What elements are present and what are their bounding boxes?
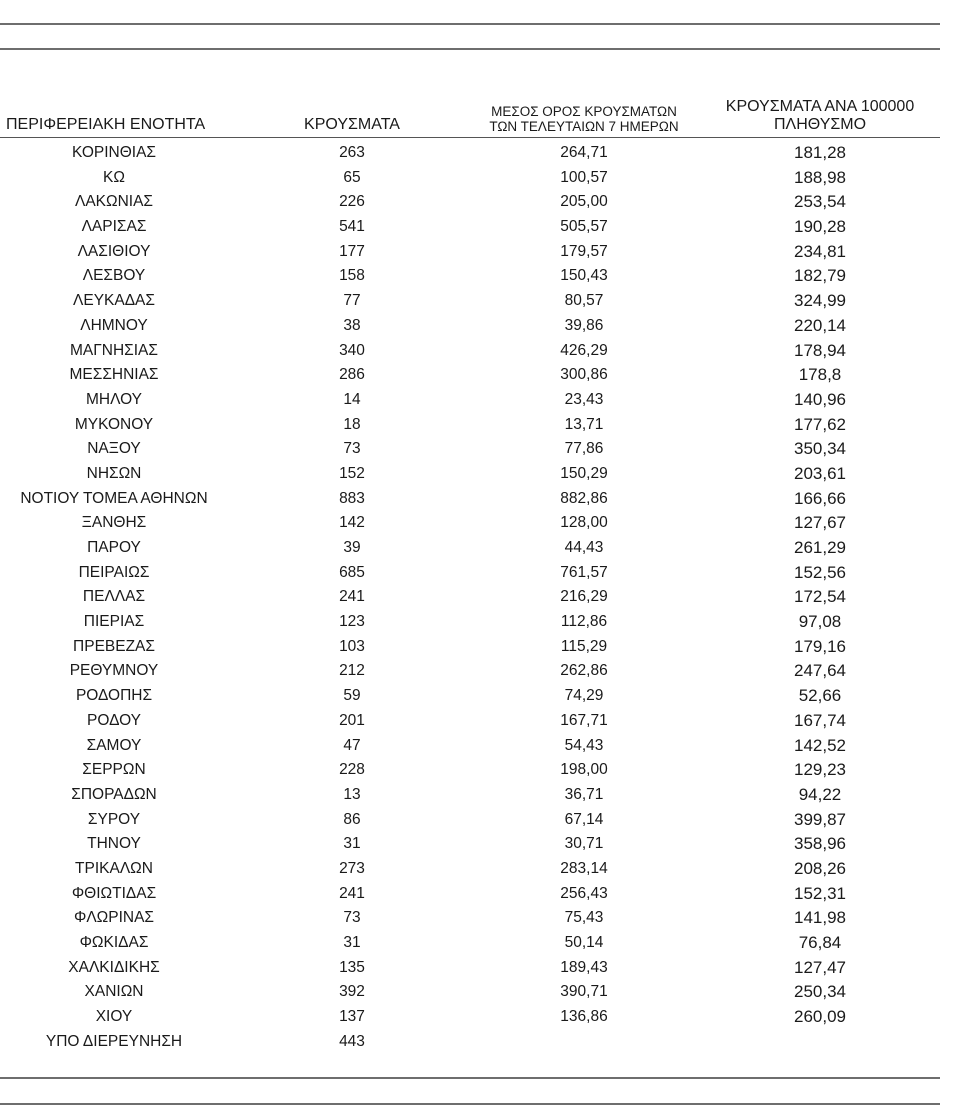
cell-region: ΤΡΙΚΑΛΩΝ bbox=[75, 859, 153, 877]
cell-rate: 324,99 bbox=[794, 291, 846, 311]
cell-cases: 14 bbox=[343, 390, 361, 408]
cell-avg: 112,86 bbox=[560, 613, 608, 631]
cell-avg: 74,29 bbox=[564, 687, 604, 705]
cell-rate: 167,74 bbox=[794, 710, 846, 730]
table-row bbox=[0, 166, 940, 191]
cell-cases: 212 bbox=[339, 662, 365, 680]
cell-avg: 262,86 bbox=[560, 662, 608, 680]
table-row bbox=[0, 363, 940, 388]
table-row bbox=[0, 1005, 940, 1030]
cell-region: ΧΑΝΙΩΝ bbox=[84, 983, 144, 1001]
cell-rate: 52,66 bbox=[798, 686, 842, 706]
cell-rate: 129,23 bbox=[794, 760, 846, 780]
cell-region: ΞΑΝΘΗΣ bbox=[81, 514, 147, 532]
cell-region: ΠΡΕΒΕΖΑΣ bbox=[73, 637, 155, 655]
cell-avg: 283,14 bbox=[560, 859, 608, 877]
cell-region: ΛΕΥΚΑΔΑΣ bbox=[73, 292, 155, 310]
cell-rate bbox=[700, 1030, 940, 1055]
cell-cases: 177 bbox=[339, 242, 365, 260]
cell-cases: 883 bbox=[339, 489, 365, 507]
cell-region: ΝΑΞΟΥ bbox=[87, 440, 141, 458]
header-avg bbox=[468, 104, 700, 134]
cell-rate: 166,66 bbox=[794, 488, 846, 508]
cell-cases: 103 bbox=[339, 637, 365, 655]
cell-rate: 179,16 bbox=[794, 636, 846, 656]
cell-region: ΣΑΜΟΥ bbox=[86, 736, 142, 754]
cell-region: ΜΥΚΟΝΟΥ bbox=[74, 415, 154, 433]
header-rate-line1: ΚΡΟΥΣΜΑΤΑ ΑΝΑ 100000 bbox=[725, 98, 915, 116]
cell-avg: 264,71 bbox=[560, 144, 608, 161]
cell-rate: 350,34 bbox=[794, 439, 846, 459]
cell-cases: 31 bbox=[343, 934, 361, 951]
cell-region: ΠΑΡΟΥ bbox=[87, 539, 141, 556]
table-row bbox=[0, 388, 940, 413]
bottom-rule-second bbox=[0, 1103, 940, 1105]
header-avg-line1: ΜΕΣΟΣ ΟΡΟΣ ΚΡΟΥΣΜΑΤΩΝ bbox=[491, 103, 677, 119]
cell-rate: 190,28 bbox=[794, 217, 846, 237]
cell-rate: 188,98 bbox=[794, 167, 846, 187]
table-row bbox=[0, 190, 940, 215]
cell-avg: 75,43 bbox=[564, 909, 604, 927]
cell-cases: 158 bbox=[339, 267, 365, 285]
cell-avg: 150,29 bbox=[560, 464, 608, 482]
cell-region: ΧΙΟΥ bbox=[95, 1008, 133, 1026]
table-row bbox=[0, 437, 940, 462]
cell-region: ΠΕΛΛΑΣ bbox=[82, 588, 146, 606]
cell-cases: 685 bbox=[339, 563, 365, 581]
cell-cases: 392 bbox=[339, 983, 365, 1001]
cell-region: ΜΗΛΟΥ bbox=[85, 390, 143, 408]
table-header bbox=[0, 84, 940, 138]
cell-avg: 30,71 bbox=[564, 835, 604, 853]
table-row bbox=[0, 264, 940, 289]
cell-region: ΠΕΙΡΑΙΩΣ bbox=[78, 563, 150, 581]
table-row bbox=[0, 511, 940, 536]
table-row bbox=[0, 289, 940, 314]
cell-rate: 177,62 bbox=[794, 414, 846, 434]
cell-avg: 23,43 bbox=[564, 390, 604, 408]
cell-avg: 150,43 bbox=[560, 267, 608, 285]
cell-avg: 300,86 bbox=[560, 366, 608, 384]
cell-avg: 189,43 bbox=[560, 958, 608, 976]
cell-cases: 47 bbox=[343, 736, 361, 754]
cell-avg: 13,71 bbox=[564, 415, 604, 433]
cell-rate: 127,67 bbox=[794, 513, 846, 533]
table-row bbox=[0, 882, 940, 907]
table-row bbox=[0, 561, 940, 586]
cell-avg: 390,71 bbox=[560, 983, 608, 1001]
cell-region: ΦΘΙΩΤΙΔΑΣ bbox=[71, 884, 157, 902]
table-row bbox=[0, 659, 940, 684]
cell-cases: 443 bbox=[339, 1032, 365, 1050]
cell-region: ΦΛΩΡΙΝΑΣ bbox=[73, 909, 155, 927]
header-rate-line2: ΠΛΗΘΥΣΜΟ bbox=[773, 116, 867, 134]
cell-rate: 203,61 bbox=[794, 463, 846, 483]
table-row bbox=[0, 709, 940, 734]
table-row bbox=[0, 413, 940, 438]
cell-avg: 50,14 bbox=[564, 934, 604, 951]
cell-avg: 36,71 bbox=[564, 785, 604, 803]
cell-cases: 541 bbox=[339, 218, 365, 236]
cell-avg: 128,00 bbox=[560, 514, 608, 532]
cell-region: ΡΟΔΟΠΗΣ bbox=[75, 687, 153, 705]
table-row bbox=[0, 610, 940, 635]
cell-region: ΣΕΡΡΩΝ bbox=[82, 761, 146, 779]
cell-avg: 77,86 bbox=[564, 440, 604, 458]
table-row bbox=[0, 240, 940, 265]
cell-cases: 226 bbox=[339, 193, 365, 211]
cell-cases: 273 bbox=[339, 859, 365, 877]
cell-region: ΣΠΟΡΑΔΩΝ bbox=[71, 785, 157, 803]
cell-region: ΤΗΝΟΥ bbox=[87, 835, 141, 853]
table-body bbox=[0, 141, 940, 1054]
cell-region: ΛΑΚΩΝΙΑΣ bbox=[74, 193, 154, 211]
table-row bbox=[0, 832, 940, 857]
cell-cases: 59 bbox=[343, 687, 361, 705]
cell-region: ΧΑΛΚΙΔΙΚΗΣ bbox=[68, 958, 160, 976]
cell-region: ΣΥΡΟΥ bbox=[87, 810, 141, 828]
cell-rate: 97,08 bbox=[798, 612, 842, 632]
cell-avg: 505,57 bbox=[560, 218, 608, 236]
cell-region: ΝΟΤΙΟΥ ΤΟΜΕΑ ΑΘΗΝΩΝ bbox=[20, 489, 208, 507]
cell-rate: 220,14 bbox=[794, 315, 846, 335]
cell-rate: 182,79 bbox=[794, 266, 846, 286]
cell-rate: 178,94 bbox=[794, 340, 846, 360]
cell-cases: 228 bbox=[339, 761, 365, 779]
cell-avg: 67,14 bbox=[564, 810, 604, 828]
cell-region: ΛΕΣΒΟΥ bbox=[82, 267, 146, 285]
cell-cases: 39 bbox=[343, 539, 361, 556]
table-row bbox=[0, 141, 940, 166]
cell-rate: 253,54 bbox=[794, 192, 846, 212]
header-avg-line2: ΤΩΝ ΤΕΛΕΥΤΑΙΩΝ 7 ΗΜΕΡΩΝ bbox=[489, 118, 679, 134]
cell-cases: 38 bbox=[343, 316, 361, 334]
cell-avg: 167,71 bbox=[560, 711, 608, 729]
cell-avg: 256,43 bbox=[560, 884, 608, 902]
cell-cases: 77 bbox=[343, 292, 361, 310]
cell-rate: 260,09 bbox=[794, 1007, 846, 1027]
table-row bbox=[0, 783, 940, 808]
cell-region: ΚΩ bbox=[103, 168, 125, 186]
table-row bbox=[0, 931, 940, 956]
cell-cases: 286 bbox=[339, 366, 365, 384]
cell-avg: 426,29 bbox=[560, 341, 608, 359]
cell-cases: 241 bbox=[339, 588, 365, 606]
table-row bbox=[0, 314, 940, 339]
cell-rate: 142,52 bbox=[794, 735, 846, 755]
header-cases: ΚΡΟΥΣΜΑΤΑ bbox=[304, 116, 400, 134]
table-row bbox=[0, 734, 940, 759]
cell-cases: 31 bbox=[343, 835, 361, 853]
cell-cases: 142 bbox=[339, 514, 365, 532]
table-row bbox=[0, 808, 940, 833]
cell-region: ΝΗΣΩΝ bbox=[86, 464, 142, 482]
cell-region: ΥΠΟ ΔΙΕΡΕΥΝΗΣΗ bbox=[45, 1032, 183, 1050]
cell-cases: 65 bbox=[343, 168, 361, 186]
cell-rate: 76,84 bbox=[798, 933, 842, 952]
header-rate bbox=[700, 98, 940, 134]
cell-rate: 208,26 bbox=[794, 858, 846, 878]
top-rule-second bbox=[0, 48, 940, 50]
cell-avg: 179,57 bbox=[560, 242, 608, 260]
header-divider bbox=[0, 137, 940, 138]
cell-rate: 250,34 bbox=[794, 982, 846, 1002]
cell-cases: 13 bbox=[343, 785, 361, 803]
cell-region: ΡΟΔΟΥ bbox=[87, 711, 141, 729]
cell-avg: 882,86 bbox=[560, 489, 608, 507]
cell-avg: 216,29 bbox=[560, 588, 608, 606]
cell-rate: 94,22 bbox=[798, 784, 842, 804]
table-row bbox=[0, 339, 940, 364]
cell-cases: 18 bbox=[343, 415, 361, 433]
cell-rate: 141,98 bbox=[794, 908, 846, 928]
cell-region: ΡΕΘΥΜΝΟΥ bbox=[69, 662, 159, 680]
cell-cases: 340 bbox=[339, 341, 365, 359]
cell-avg: 761,57 bbox=[560, 563, 608, 581]
cell-rate: 152,56 bbox=[794, 562, 846, 582]
cell-region: ΜΕΣΣΗΝΙΑΣ bbox=[69, 366, 159, 384]
table-row bbox=[0, 906, 940, 931]
cell-cases: 263 bbox=[339, 144, 365, 161]
table-row bbox=[0, 684, 940, 709]
top-rule bbox=[0, 23, 940, 25]
cell-cases: 73 bbox=[343, 440, 361, 458]
cell-region: ΛΑΡΙΣΑΣ bbox=[81, 218, 147, 236]
cell-cases: 152 bbox=[339, 464, 365, 482]
cell-cases: 123 bbox=[339, 613, 365, 631]
table-row bbox=[0, 980, 940, 1005]
cell-rate: 234,81 bbox=[794, 241, 846, 261]
cell-rate: 399,87 bbox=[794, 809, 846, 829]
cell-avg: 39,86 bbox=[564, 316, 604, 334]
cell-rate: 152,31 bbox=[794, 883, 846, 903]
cell-avg bbox=[468, 1030, 700, 1055]
cell-avg: 54,43 bbox=[564, 736, 604, 754]
table-row bbox=[0, 758, 940, 783]
cell-cases: 86 bbox=[343, 810, 361, 828]
table-row bbox=[0, 215, 940, 240]
cell-cases: 201 bbox=[339, 711, 365, 729]
cell-avg: 115,29 bbox=[560, 637, 608, 655]
cell-avg: 198,00 bbox=[560, 761, 608, 779]
cell-avg: 80,57 bbox=[564, 292, 604, 310]
cell-cases: 73 bbox=[343, 909, 361, 927]
cell-rate: 127,47 bbox=[794, 957, 846, 977]
cell-cases: 137 bbox=[339, 1008, 365, 1026]
table-row bbox=[0, 462, 940, 487]
cell-cases: 135 bbox=[339, 958, 365, 976]
header-region: ΠΕΡΙΦΕΡΕΙΑΚΗ ΕΝΟΤΗΤΑ bbox=[6, 116, 206, 134]
table-row bbox=[0, 536, 940, 561]
cell-avg: 44,43 bbox=[564, 539, 604, 556]
cell-rate: 178,8 bbox=[798, 365, 842, 385]
cell-rate: 181,28 bbox=[794, 143, 846, 162]
table-row bbox=[0, 487, 940, 512]
cell-cases: 241 bbox=[339, 884, 365, 902]
table-row bbox=[0, 1030, 940, 1055]
cell-region: ΛΗΜΝΟΥ bbox=[80, 316, 148, 334]
cell-rate: 358,96 bbox=[794, 834, 846, 854]
cell-region: ΛΑΣΙΘΙΟΥ bbox=[77, 242, 151, 260]
cell-avg: 136,86 bbox=[560, 1008, 608, 1026]
cell-avg: 205,00 bbox=[560, 193, 608, 211]
table-row bbox=[0, 857, 940, 882]
cell-rate: 247,64 bbox=[794, 661, 846, 681]
table-row bbox=[0, 956, 940, 981]
cell-region: ΦΩΚΙΔΑΣ bbox=[79, 934, 149, 951]
cell-region: ΚΟΡΙΝΘΙΑΣ bbox=[71, 144, 157, 161]
table-row bbox=[0, 585, 940, 610]
table-row bbox=[0, 635, 940, 660]
cell-region: ΜΑΓΝΗΣΙΑΣ bbox=[70, 341, 158, 359]
cell-rate: 261,29 bbox=[794, 538, 846, 557]
cell-avg: 100,57 bbox=[560, 168, 608, 186]
cell-rate: 172,54 bbox=[794, 587, 846, 607]
cell-region: ΠΙΕΡΙΑΣ bbox=[83, 613, 145, 631]
bottom-rule bbox=[0, 1077, 940, 1079]
cell-rate: 140,96 bbox=[794, 389, 846, 409]
